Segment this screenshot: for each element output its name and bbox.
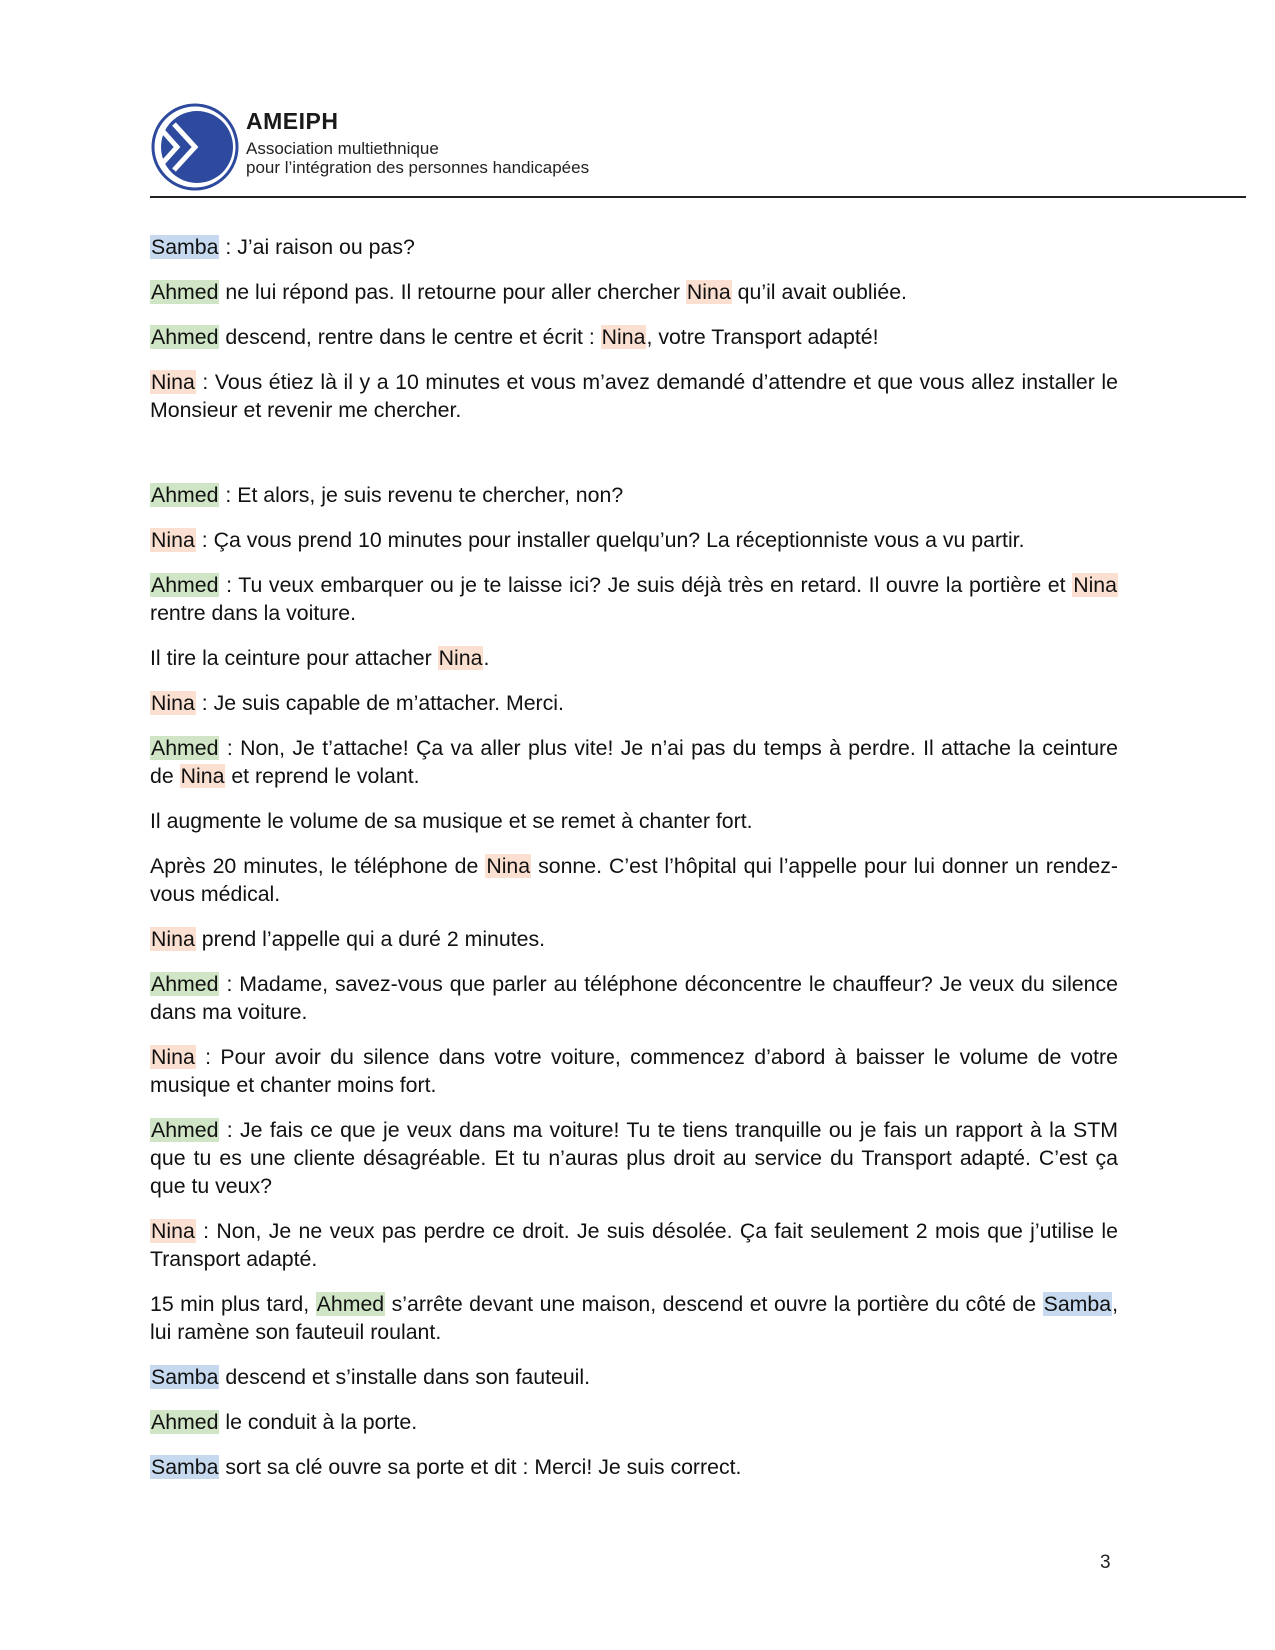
organization-subtitle-line-1: Association multiethnique: [246, 139, 439, 158]
paragraph-text: : Je fais ce que je veux dans ma voiture! Tu te tiens tranquille ou je fais un rapport à la STM que tu es une cliente désagréable. Et tu n’auras plus droit au service du Transport adapté. C’est ça que tu veux?: [150, 1118, 1118, 1198]
speaker-name-ahmed: Ahmed: [151, 1410, 219, 1434]
speaker-name-ahmed: Ahmed: [151, 483, 219, 507]
speaker-name-nina: Nina: [151, 1219, 195, 1243]
letterhead: [150, 102, 1246, 196]
dialogue-paragraph: [150, 323, 1118, 351]
dialogue-paragraph: [150, 1217, 1118, 1273]
dialogue-paragraph: [150, 970, 1118, 1026]
speaker-name-ahmed: Ahmed: [151, 1118, 219, 1142]
dialogue-paragraph: [150, 233, 1118, 261]
paragraph-text: sort sa clé ouvre sa porte et dit : Merci! Je suis correct.: [219, 1455, 742, 1479]
paragraph-text: : Non, Je t’attache! Ça va aller plus vite! Je n’ai pas du temps à perdre. Il attache la ceinture de: [150, 736, 1118, 788]
paragraph-text: 15 min plus tard,: [150, 1292, 316, 1316]
paragraph-text: Il augmente le volume de sa musique et se remet à chanter fort.: [150, 809, 753, 833]
dialogue-paragraph: [150, 734, 1118, 790]
page-number: 3: [1100, 1552, 1111, 1573]
dialogue-paragraph: [150, 1408, 1118, 1436]
paragraph-text: Après 20 minutes, le téléphone de: [150, 854, 486, 878]
speaker-name-ahmed: Ahmed: [151, 736, 219, 760]
speaker-name-nina: Nina: [151, 691, 195, 715]
paragraph-text: : Vous étiez là il y a 10 minutes et vous m’avez demandé d’attendre et que vous allez installer le Monsieur et revenir me chercher.: [150, 370, 1118, 422]
speaker-name-ahmed: Ahmed: [151, 325, 219, 349]
paragraph-text: Il tire la ceinture pour attacher: [150, 646, 438, 670]
paragraph-text: et reprend le volant.: [225, 764, 420, 788]
speaker-name-nina: Nina: [151, 1045, 195, 1069]
paragraph-text: s’arrête devant une maison, descend et ouvre la portière du côté de: [385, 1292, 1043, 1316]
dialogue-paragraph: [150, 644, 1118, 672]
speaker-name-nina: Nina: [438, 646, 483, 670]
paragraph-text: prend l’appelle qui a duré 2 minutes.: [195, 927, 546, 951]
paragraph-text: ne lui répond pas. Il retourne pour aller chercher: [219, 280, 686, 304]
paragraph-text: sonne. C’est l’hôpital qui l’appelle pour lui donner un rendez-vous médical.: [150, 854, 1118, 906]
speaker-name-samba: Samba: [1043, 1292, 1112, 1316]
paragraph-text: , lui ramène son fauteuil roulant.: [150, 1292, 1119, 1344]
dialogue-paragraph: [150, 925, 1118, 953]
speaker-name-samba: Samba: [151, 1455, 219, 1479]
organization-subtitle-line-2: pour l’intégration des personnes handicapées: [246, 158, 590, 177]
speaker-name-ahmed: Ahmed: [151, 573, 219, 597]
speaker-name-ahmed: Ahmed: [316, 1292, 385, 1316]
speaker-name-ahmed: Ahmed: [151, 280, 219, 304]
dialogue-paragraph: [150, 278, 1118, 306]
speaker-name-nina: Nina: [1073, 573, 1117, 597]
speaker-name-nina: Nina: [151, 927, 195, 951]
paragraph-text: : J’ai raison ou pas?: [219, 235, 415, 259]
dialogue-paragraph: [150, 852, 1118, 908]
paragraph-text: descend et s’installe dans son fauteuil.: [219, 1365, 591, 1389]
paragraph-text: : Ça vous prend 10 minutes pour installer quelqu’un? La réceptionniste vous a vu partir.: [195, 528, 1025, 552]
dialogue-paragraph: [150, 1116, 1118, 1200]
dialogue-paragraph: [150, 689, 1118, 717]
dialogue-paragraph: [150, 481, 1118, 509]
paragraph-text: : Je suis capable de m’attacher. Merci.: [195, 691, 564, 715]
paragraph-text: : Et alors, je suis revenu te chercher, non?: [219, 483, 624, 507]
paragraph-text: descend, rentre dans le centre et écrit :: [219, 325, 601, 349]
speaker-name-nina: Nina: [601, 325, 646, 349]
paragraph-text: .: [483, 646, 490, 670]
paragraph-text: : Non, Je ne veux pas perdre ce droit. Je suis désolée. Ça fait seulement 2 mois que j’utilise le Transport adapté.: [150, 1219, 1118, 1271]
organization-name: AMEIPH: [246, 108, 339, 134]
paragraph-text: rentre dans la voiture.: [150, 601, 356, 625]
speaker-name-samba: Samba: [151, 235, 219, 259]
paragraph-text: : Tu veux embarquer ou je te laisse ici? Je suis déjà très en retard. Il ouvre la portière et: [219, 573, 1073, 597]
paragraph-text: , votre Transport adapté!: [646, 325, 879, 349]
header-divider: [150, 196, 1246, 198]
speaker-name-samba: Samba: [151, 1365, 219, 1389]
speaker-name-nina: Nina: [151, 370, 195, 394]
paragraph-text: le conduit à la porte.: [219, 1410, 418, 1434]
dialogue-body: [150, 233, 1118, 1498]
dialogue-paragraph: [150, 1043, 1118, 1099]
ameiph-logo-icon: [150, 102, 240, 192]
dialogue-paragraph: [150, 526, 1118, 554]
speaker-name-nina: Nina: [686, 280, 731, 304]
paragraph-text: qu’il avait oubliée.: [731, 280, 907, 304]
speaker-name-ahmed: Ahmed: [151, 972, 219, 996]
dialogue-paragraph: [150, 1453, 1118, 1481]
dialogue-paragraph: [150, 1290, 1118, 1346]
speaker-name-nina: Nina: [486, 854, 531, 878]
dialogue-paragraph: [150, 368, 1118, 424]
paragraph-text: : Madame, savez-vous que parler au téléphone déconcentre le chauffeur? Je veux du silence dans ma voiture.: [150, 972, 1118, 1024]
speaker-name-nina: Nina: [151, 528, 195, 552]
paragraph-text: : Pour avoir du silence dans votre voiture, commencez d’abord à baisser le volume de votre musique et chanter moins fort.: [150, 1045, 1118, 1097]
dialogue-paragraph: [150, 807, 1118, 835]
dialogue-paragraph: [150, 1363, 1118, 1391]
dialogue-paragraph: [150, 571, 1118, 627]
speaker-name-nina: Nina: [180, 764, 225, 788]
